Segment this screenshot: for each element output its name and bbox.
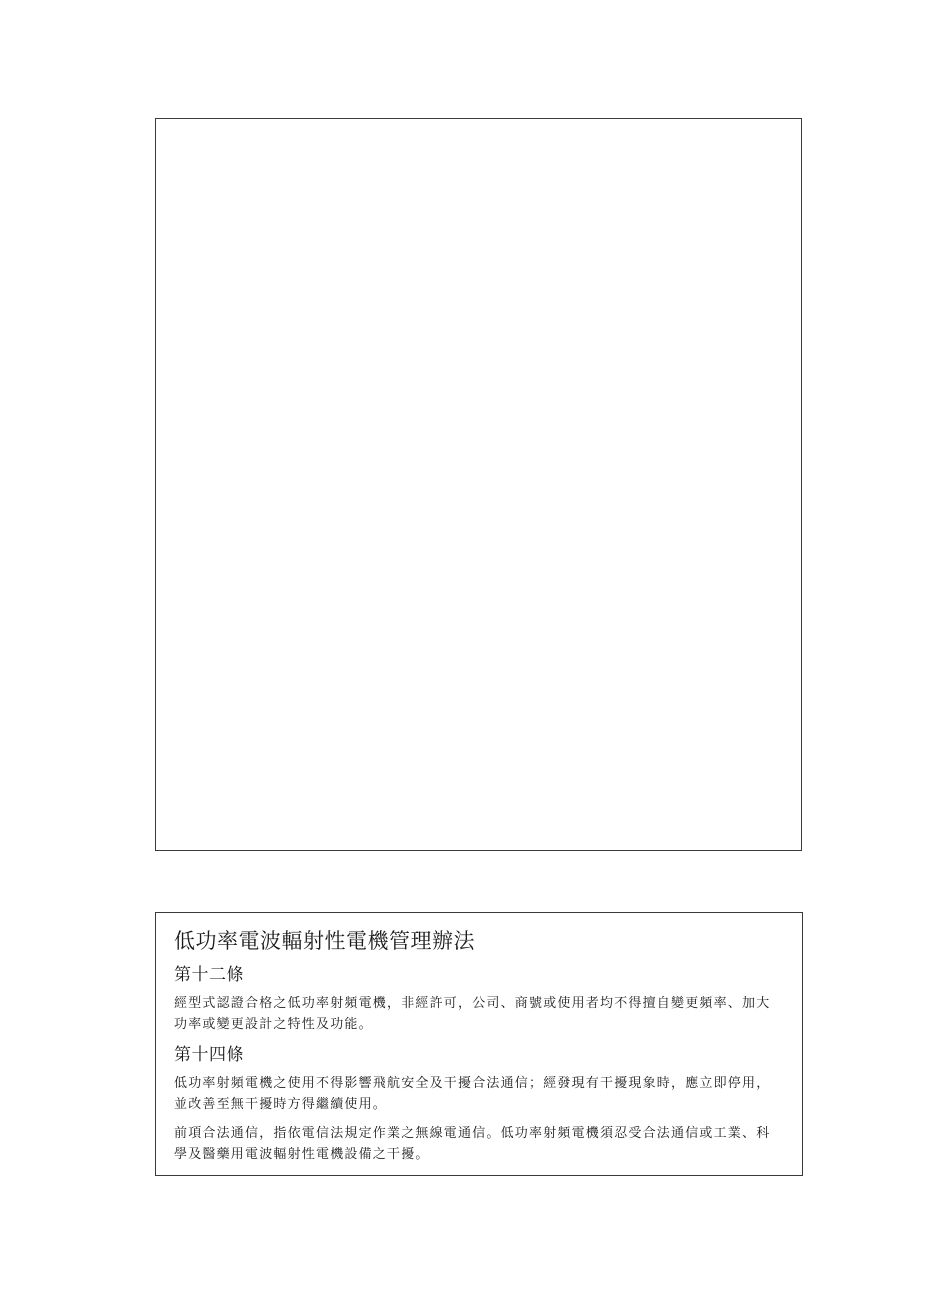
- regulation-notice-box: [155, 912, 803, 1176]
- article-heading: 第十四條: [174, 1045, 244, 1065]
- article-12: [174, 963, 784, 1035]
- article-14: [174, 1043, 784, 1165]
- article-paragraph: 低功率射頻電機之使用不得影響飛航安全及干擾合法通信；經發現有干擾現象時，應立即停用，並改善至無干擾時方得繼續使用。: [174, 1076, 771, 1112]
- article-heading: 第十二條: [174, 965, 244, 985]
- notice-title: 低功率電波輻射性電機管理辦法: [174, 929, 475, 953]
- empty-content-frame: [155, 118, 802, 851]
- article-paragraph: 前項合法通信，指依電信法規定作業之無線電通信。低功率射頻電機須忍受合法通信或工業、科學及醫藥用電波輻射性電機設備之干擾。: [174, 1126, 771, 1162]
- article-paragraph: 經型式認證合格之低功率射頻電機，非經許可，公司、商號或使用者均不得擅自變更頻率、加大功率或變更設計之特性及功能。: [174, 996, 771, 1032]
